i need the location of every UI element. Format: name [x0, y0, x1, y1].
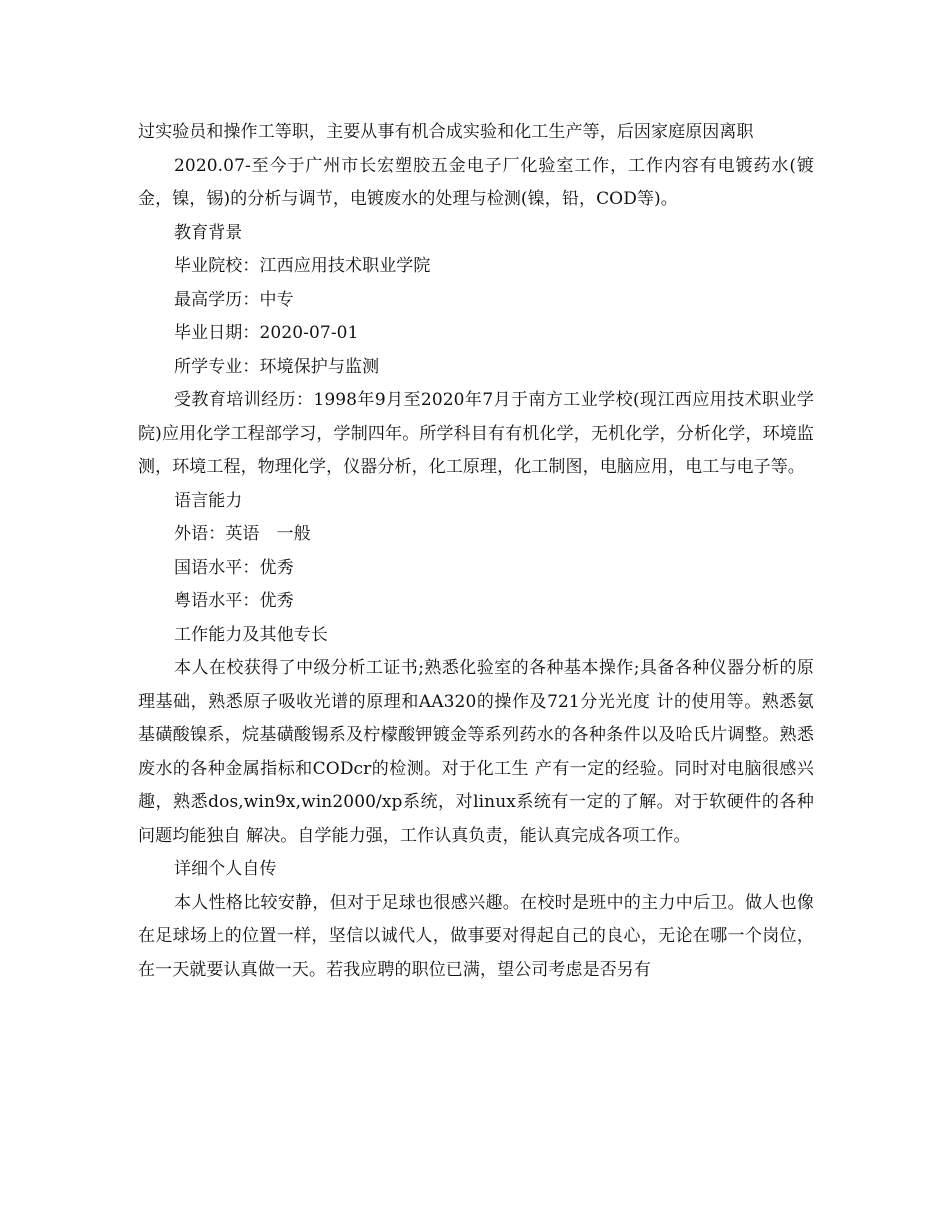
field-major: 所学专业：环境保护与监测: [174, 356, 380, 377]
heading-education: 教育背景: [174, 222, 243, 243]
paragraph-training: 受教育培训经历：1998年9月至2020年7月于南方工业学校(现江西应用技术职业学院)应用化学工程部学习，学制四年。所学科目有有机化学，无机化学，分析化学，环境监测，环境工程，物理化学，仪器分析，化工原理，化工制图，电脑应用，电工与电子等。: [138, 390, 814, 477]
paragraph-autobiography: 本人性格比较安静，但对于足球也很感兴趣。在校时是班中的主力中后卫。做人也像在足球场上的位置一样，坚信以诚代人，做事要对得起自己的良心，无论在哪一个岗位，在一天就要认真做一天。若我应聘的职位已满，望公司考虑是否另有: [138, 892, 814, 980]
document-page: [138, 116, 814, 987]
paragraph-skills: 本人在校获得了中级分析工证书;熟悉化验室的各种基本操作;具备各种仪器分析的原理基础，熟悉原子吸收光谱的原理和AA320的操作及721分光光度 计的使用等。熟悉氨基磺酸镍系，烷基磺酸锡系及柠檬酸钾镀金等系列药水的各种条件以及哈氏片调整。熟悉废水的各种金属指标和CODcr的检测。对于化工生 产有一定的经验。同时对电脑很感兴趣，熟悉dos,win9x,win2000/xp系统，对linux系统有一定的了解。对于软硬件的各种问题均能独自 解决。自学能力强，工作认真负责，能认真完成各项工作。: [138, 658, 814, 846]
paragraph-work-history-end: 过实验员和操作工等职，主要从事有机合成实验和化工生产等，后因家庭原因离职: [138, 122, 754, 142]
paragraph-current-job: 2020.07-至今于广州市长宏塑胶五金电子厂化验室工作，工作内容有电镀药水(镀金，镍，锡)的分析与调节，电镀废水的处理与检测(镍，铅，COD等)。: [138, 155, 814, 209]
field-foreign-language: 外语：英语 一般: [174, 524, 311, 544]
field-mandarin: 国语水平：优秀: [174, 557, 294, 578]
field-degree: 最高学历：中专: [174, 289, 294, 310]
heading-autobiography: 详细个人自传: [174, 859, 277, 879]
heading-skills: 工作能力及其他专长: [174, 624, 328, 645]
field-school: 毕业院校：江西应用技术职业学院: [174, 256, 431, 276]
field-graduation-date: 毕业日期：2020-07-01: [174, 323, 359, 343]
field-cantonese: 粤语水平：优秀: [174, 591, 294, 611]
heading-language: 语言能力: [174, 490, 243, 511]
